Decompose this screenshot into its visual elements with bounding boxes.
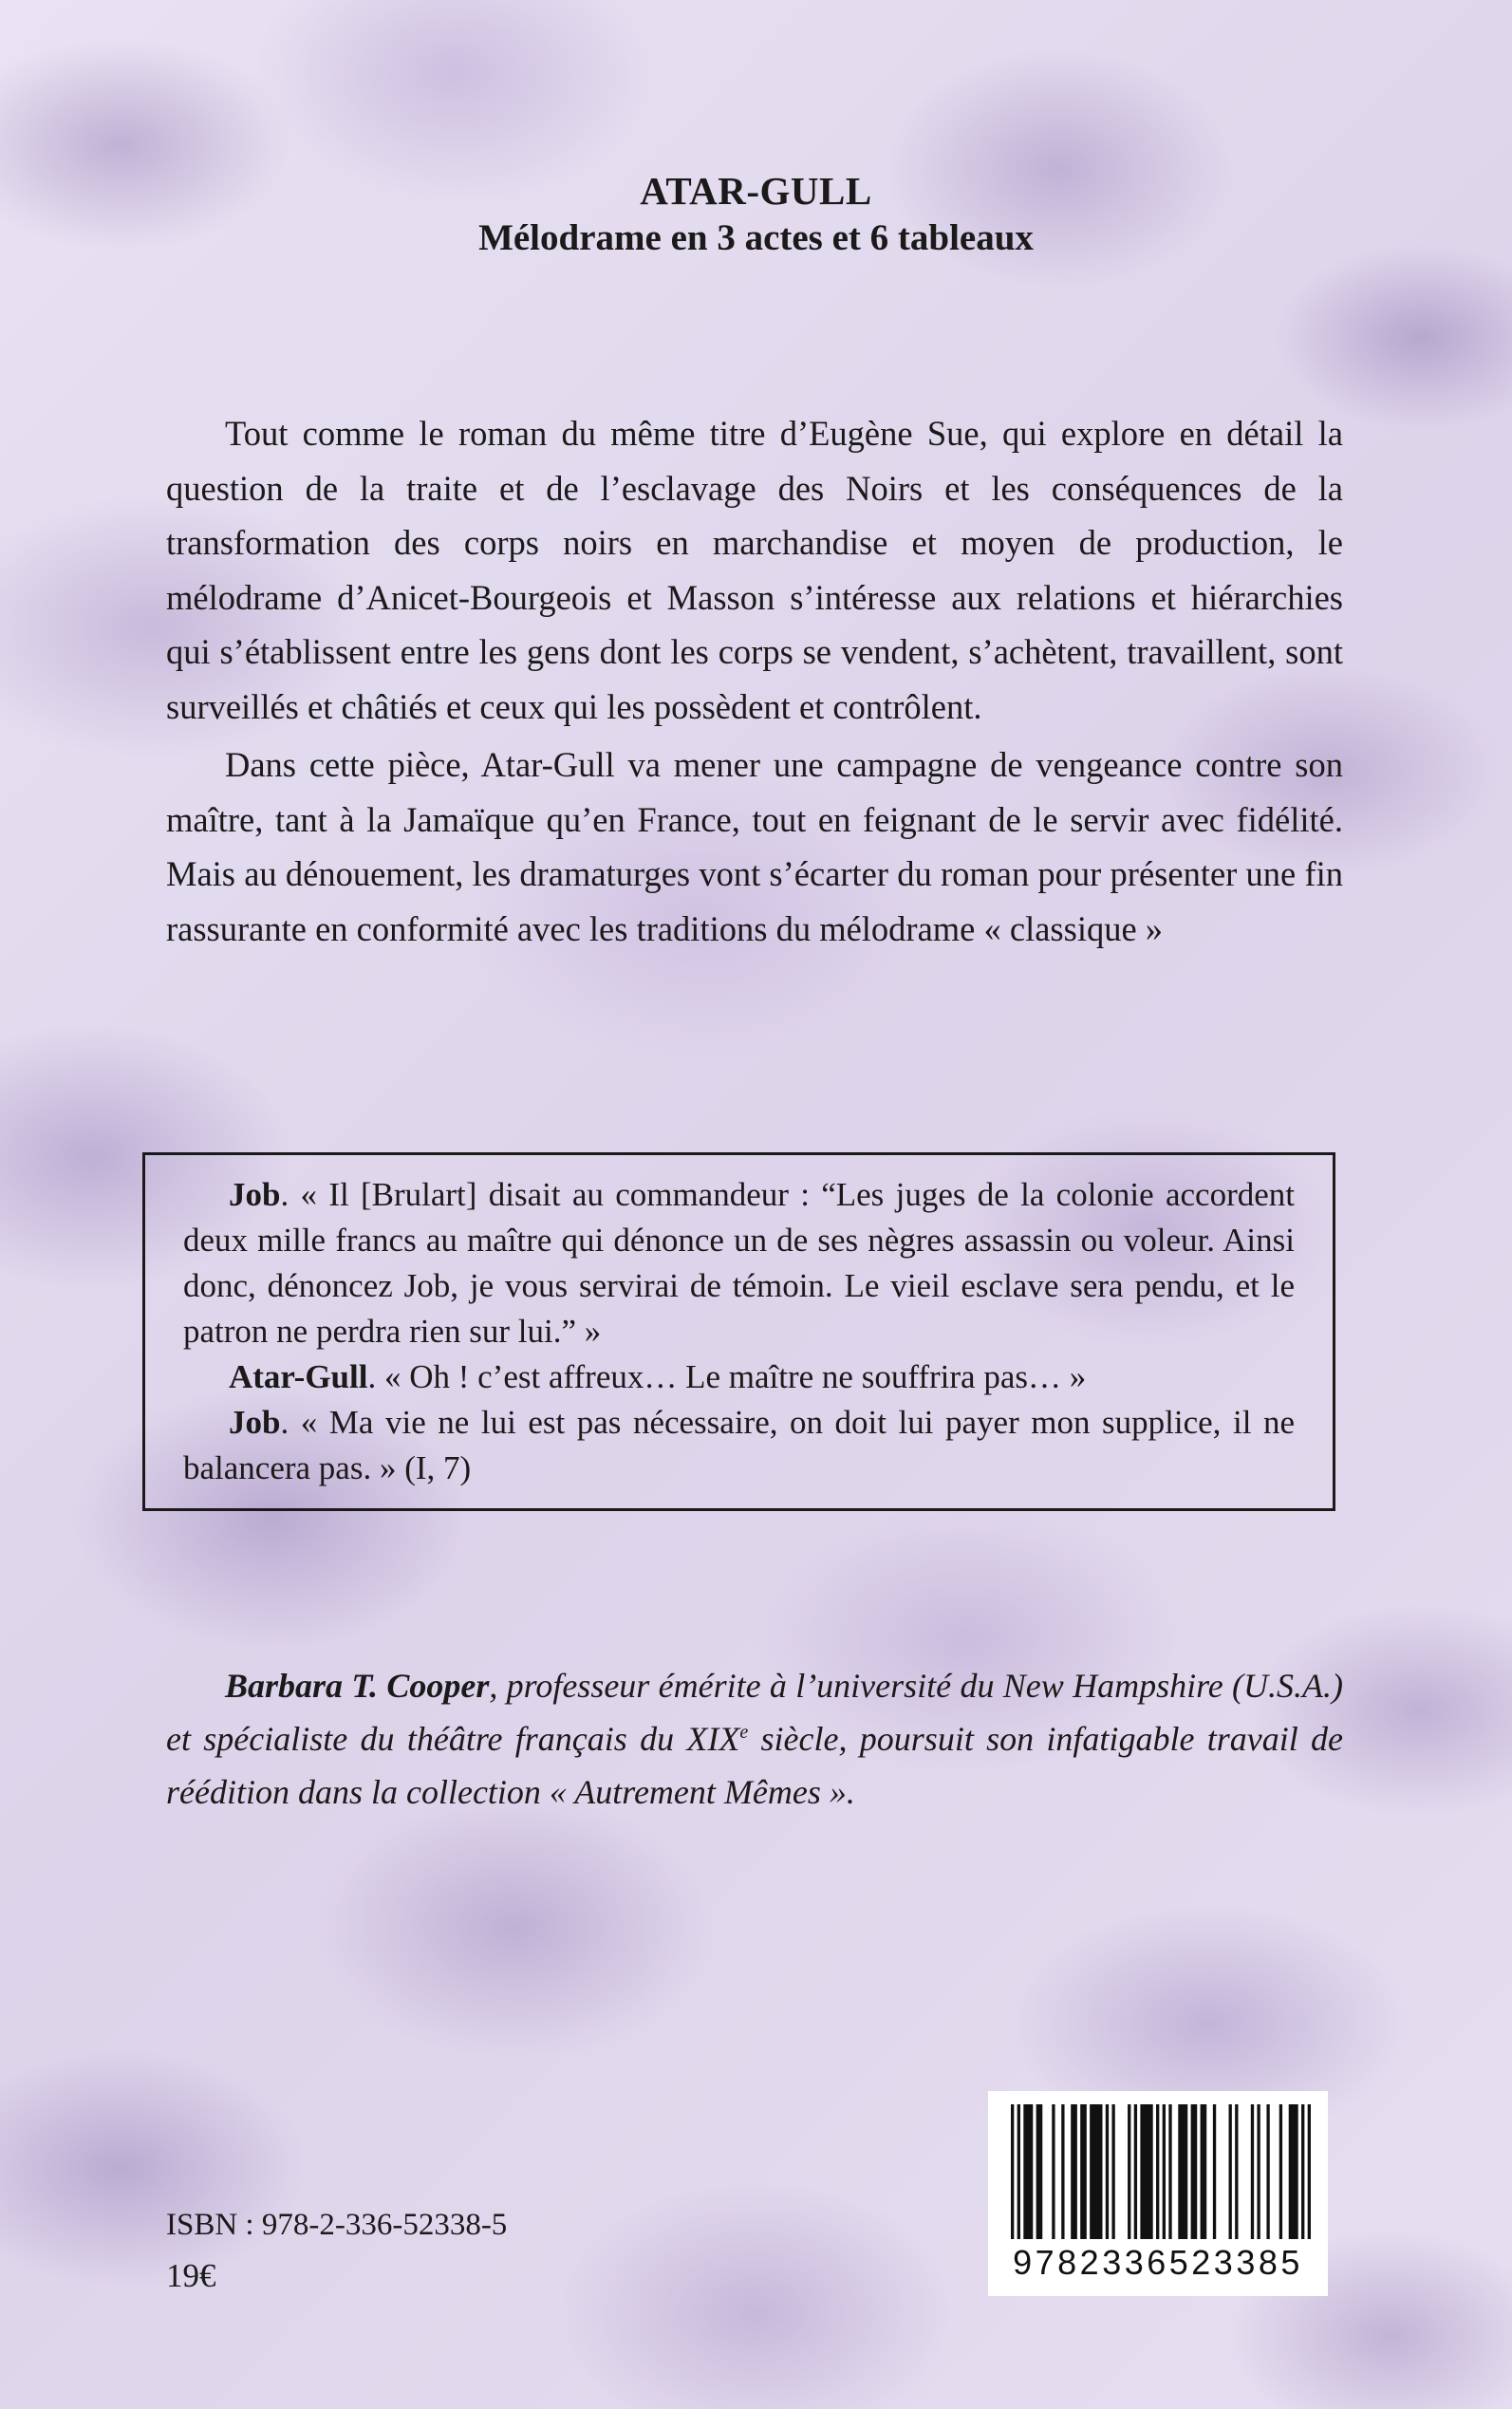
author-name: Barbara T. Cooper [225, 1667, 490, 1705]
quote-box [142, 1152, 1335, 1511]
barcode-bar [1163, 2104, 1166, 2239]
barcode-bar [1257, 2104, 1260, 2239]
title-block [0, 167, 1512, 262]
quote-speaker: Job [229, 1404, 281, 1441]
barcode-bar [1168, 2104, 1171, 2239]
quote-line [183, 1400, 1295, 1491]
barcode-bar [1134, 2104, 1137, 2239]
barcode-bar [1052, 2104, 1055, 2239]
quote-text: . « Ma vie ne lui est pas nécessaire, on doit lui payer mon supplice, il ne balancera pas. » (I, 7) [183, 1404, 1295, 1486]
barcode-bar [1251, 2104, 1254, 2239]
barcode-bar [1036, 2104, 1043, 2239]
barcode-bar [1201, 2104, 1207, 2239]
quote-speaker: Job [229, 1176, 281, 1213]
barcode-bar [1111, 2104, 1114, 2239]
summary-text [166, 406, 1343, 960]
quote-text: . « Oh ! c’est affreux… Le maître ne souffrira pas… » [367, 1358, 1087, 1395]
isbn-label: ISBN : 978-2-336-52338-5 [166, 2208, 508, 2242]
barcode-bar [1080, 2104, 1087, 2239]
barcode [988, 2091, 1328, 2296]
quote-speaker: Atar-Gull [229, 1358, 368, 1395]
barcode-bar [1106, 2104, 1109, 2239]
summary-paragraph: Tout comme le roman du même titre d’Eugène Sue, qui explore en détail la question de la traite et de l’esclavage des Noirs et les conséquences de la transformation des corps noirs en marchandise et moyen de production, le mélodrame d’Anicet-Bourgeois et Masson s’intéresse aux relations et hiérarchies qui s’établissent entre les gens dont les corps se vendent, s’achètent, travaillent, sont surveillés et châtiés et ceux qui les possèdent et contrôlent. [166, 414, 1343, 726]
author-bio-part: , professeur émérite à l’université du New Hampshire (U.S.A.) et spécialiste du théâtre français du XIX [166, 1667, 1344, 1758]
barcode-bar [1213, 2104, 1216, 2239]
barcode-bar [1266, 2104, 1269, 2239]
barcode-bar [1140, 2104, 1152, 2239]
century-superscript: e [739, 1722, 749, 1743]
barcode-bar [1229, 2104, 1232, 2239]
barcode-bar [1279, 2104, 1282, 2239]
barcode-bar [1061, 2104, 1064, 2239]
barcode-bar [1289, 2104, 1298, 2239]
quote-line [183, 1172, 1295, 1354]
summary-paragraph: Dans cette pièce, Atar-Gull va mener une campagne de vengeance contre son maître, tant à la Jamaïque qu’en France, tout en feignant de le servir avec fidélité. Mais au dénouement, les dramaturges vont s’écarter du roman pour présenter une fin rassurante en conformité avec les traditions du mélodrame « classique » [166, 745, 1343, 948]
barcode-bar [1191, 2104, 1198, 2239]
barcode-bar [1235, 2104, 1238, 2239]
book-subtitle: Mélodrame en 3 actes et 6 tableaux [478, 217, 1034, 258]
quote-line [183, 1354, 1295, 1400]
barcode-bar [1017, 2104, 1020, 2239]
barcode-bar [1128, 2104, 1130, 2239]
price-label: 19€ [166, 2257, 216, 2294]
barcode-bar [1301, 2104, 1304, 2239]
barcode-bar [1023, 2104, 1033, 2239]
book-title: ATAR-GULL [640, 169, 872, 213]
author-note [166, 1659, 1343, 1819]
barcode-bar [1011, 2104, 1014, 2239]
barcode-bar [1308, 2104, 1311, 2239]
barcode-bar [1178, 2104, 1187, 2239]
barcode-bar [1071, 2104, 1077, 2239]
quote-text: . « Il [Brulart] disait au commandeur : “Les juges de la colonie accordent deux mille francs au maître qui dénonce un de ses nègres assassin ou voleur. Ainsi donc, dénoncez Job, je vous servirai de témoin. Le vieil esclave sera pendu, et le patron ne perdra rien sur lui.” » [183, 1176, 1295, 1350]
barcode-bar [1156, 2104, 1159, 2239]
barcode-digits: 9782336523385 [1013, 2243, 1303, 2282]
author-bio-part: siècle, poursuit son infatigable travail de réédition dans la collection « Autrement Mêmes ». [166, 1720, 1343, 1811]
barcode-icon [1011, 2104, 1311, 2239]
barcode-bar [1090, 2104, 1102, 2239]
